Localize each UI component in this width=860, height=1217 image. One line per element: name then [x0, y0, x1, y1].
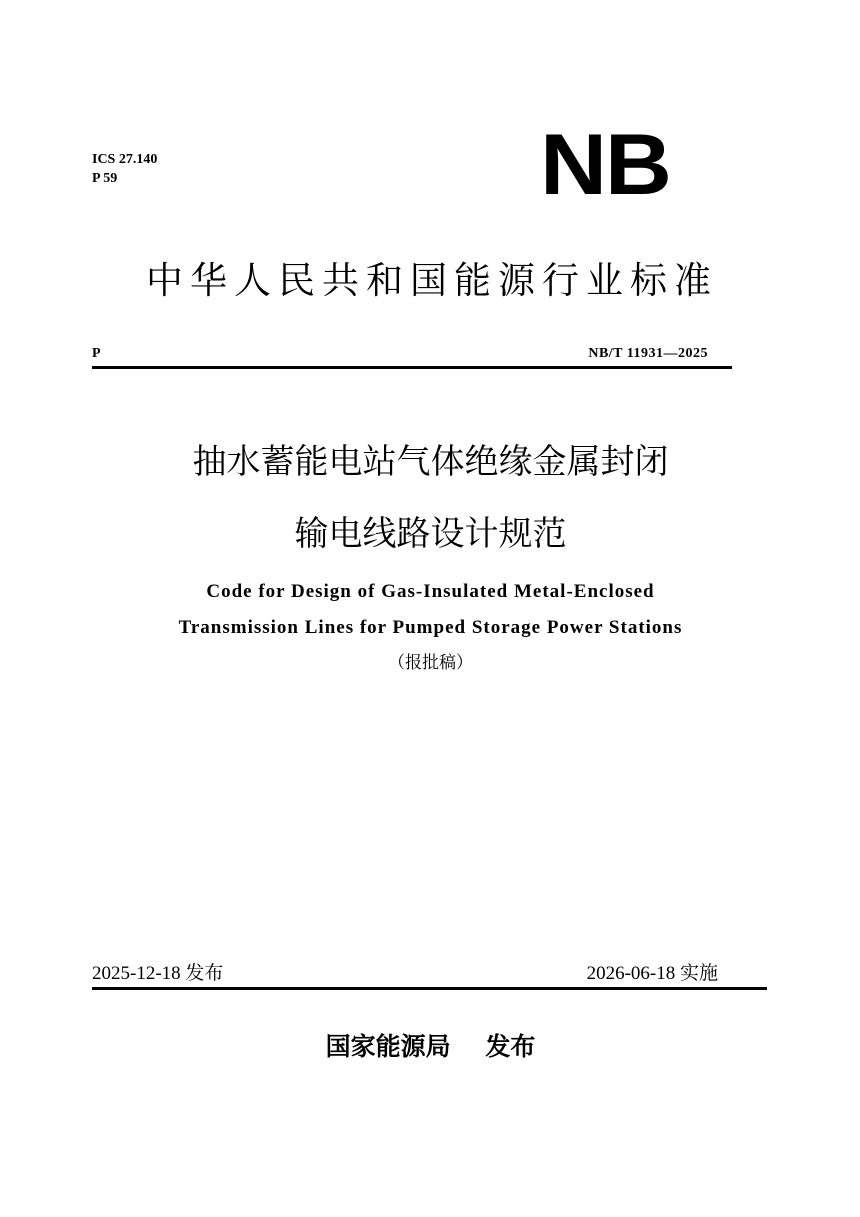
issue-date: 2025-12-18 发布: [92, 963, 224, 984]
standard-number: NB/T 11931—2025: [588, 346, 708, 361]
class-code: P 59: [92, 171, 118, 186]
draft-note: （报批稿）: [388, 653, 473, 672]
bottom-divider: [92, 987, 767, 990]
english-title-line-2: Transmission Lines for Pumped Storage Power Stations: [178, 617, 683, 638]
ics-code: ICS 27.140: [92, 152, 158, 167]
chinese-title-line-1: 抽水蓄能电站气体绝缘金属封闭: [192, 442, 669, 482]
top-divider: [92, 366, 732, 369]
classification-letter: P: [92, 346, 101, 361]
chinese-title-line-2: 输电线路设计规范: [294, 514, 567, 554]
ics-block: [92, 150, 157, 188]
implementation-date: 2026-06-18 实施: [586, 963, 718, 984]
standard-title: 中华人民共和国能源行业标准: [146, 261, 718, 302]
nb-logo: NB: [540, 117, 670, 213]
publisher: 国家能源局 发布: [325, 1032, 536, 1061]
english-title-line-1: Code for Design of Gas-Insulated Metal-Enclosed: [206, 581, 655, 602]
